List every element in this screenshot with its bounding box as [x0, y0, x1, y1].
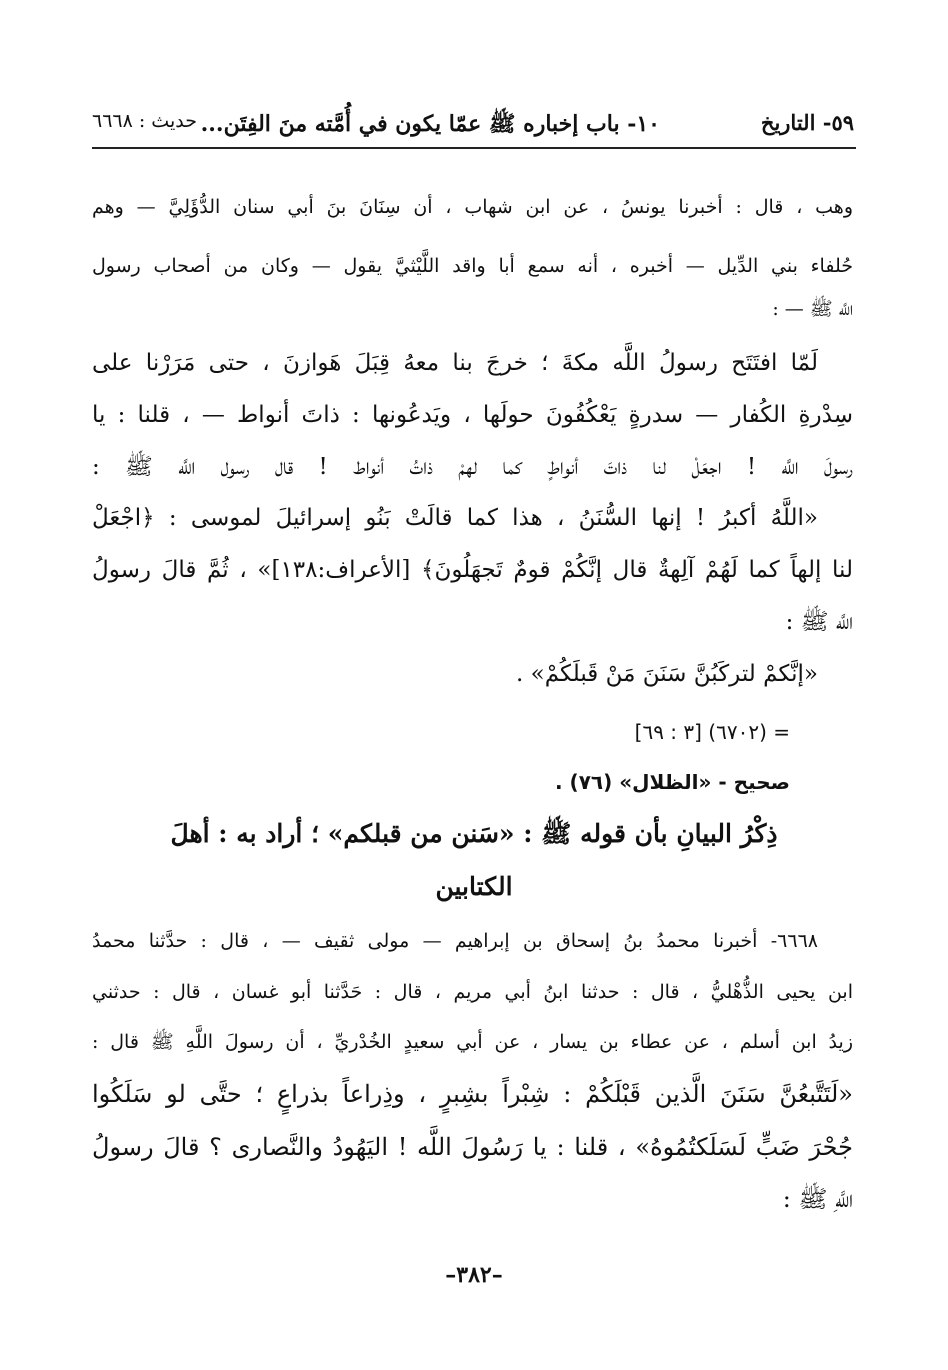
- page-number-value: ٣٨٢: [456, 1262, 492, 1288]
- chapter-title: ١٠- باب إخباره ﷺ عمّا يكون في أُمَّته منَ الفِتَن...: [200, 111, 660, 137]
- hadith-text-line: اللَّه ﷺ :: [785, 609, 853, 635]
- page-number: –٣٨٢–: [445, 1262, 503, 1288]
- section-heading-line2: الكتابين: [435, 872, 513, 901]
- hadith-text-line: جُحْرَ ضَبٍّ لَسَلَكتُمُوهُ» ، قلنا : يا رَسُولَ اللَّه ! اليَهُودُ والنَّصارى ؟ قالَ رسولُ: [92, 1133, 853, 1161]
- isnad-line: ابن يحيى الذُّهْليُّ ، قال : حدثنا ابنُ أبي مريم ، قال : حَدَّثنا أبو غسان ، قال : حدثني: [92, 981, 853, 1003]
- hadith-number-label: حديث : ٦٦٦٨: [92, 110, 197, 132]
- cross-reference: = (٦٧٠٢) [٣ : ٦٩]: [634, 720, 790, 744]
- authenticity-grade: صحيح - «الظلال» (٧٦) .: [555, 770, 790, 794]
- hadith-text-line: رسولَ اللَّه ! اجعَلْ لنا ذاتَ أنواطٍ كما لهمْ ذاتُ أنواط ! قال رسول اللَّه ﷺ :: [92, 454, 853, 480]
- header-divider: [92, 147, 856, 149]
- hadith-text-line: اللَّهِ ﷺ :: [782, 1185, 853, 1213]
- hadith-text-line: سِدْرةِ الكُفار — سدرةٍ يَعْكُفُونَ حولَها ، ويَدعُونها : ذاتَ أنواط — ، قلنا : يا: [92, 402, 853, 428]
- isnad-line: حُلفاء بني الدِّيل — أخبره ، أنه سمع أبا واقد اللَّيْثيَّ يقول — وكان من أصحاب رسول: [92, 255, 853, 277]
- hadith-text-line: لَمّا افتَتَح رسولُ اللَّه مكةَ ؛ خرجَ بنا معهُ قِبَلَ هَوازنَ ، حتى مَرَرْنا على: [92, 350, 818, 376]
- hadith-text-line: «إنَّكمْ لتركَبُنَّ سَنَنَ مَنْ قَبلَكُمْ» .: [516, 661, 818, 687]
- isnad-line: زيدُ ابن أسلم ، عن عطاء بن يسار ، عن أبي سعيدٍ الخُدْريِّ ، أن رسولَ اللَّهِ ﷺ قال :: [92, 1031, 853, 1053]
- hadith-text-line: «لَتَتَّبعُنَّ سَنَنَ الَّذين قَبْلَكُمْ : شِبْراً بشِبرٍ ، وذِراعاً بذراعٍ ؛ حتَّى لو سَلَكُوا: [92, 1080, 853, 1108]
- section-heading-line1: ذِكْرُ البيانِ بأن قوله ﷺ : «سَنن من قبلكم» ؛ أراد به : أهلَ: [170, 819, 778, 848]
- isnad-line: وهب ، قال : أخبرنا يونسُ ، عن ابن شهاب ، أن سِنَانَ بنَ أبي سنان الدُّؤَلِيَّ — وهم: [92, 196, 853, 218]
- isnad-line: اللَّه ﷺ — :: [772, 298, 853, 320]
- isnad-line: ٦٦٦٨- أخبرنا محمدُ بنُ إسحاق بن إبراهيم — مولى ثقيف — ، قال : حدَّثنا محمدُ: [92, 930, 818, 952]
- hadith-text-line: «اللَّهُ أكبرُ ! إنها السُّنَنُ ، هذا كما قالَتْ بَنُو إسرائيلَ لموسى : ﴿اجْعَلْ: [92, 505, 818, 531]
- running-header: [92, 110, 854, 144]
- book-section-title: ٥٩- التاريخ: [760, 110, 854, 135]
- hadith-text-line: لنا إلهاً كما لَهُمْ آلِهةٌ قال إنَّكُمْ قومٌ تَجهَلُونَ﴾ [الأعراف:١٣٨]» ، ثُمَّ قالَ رسولُ: [92, 557, 854, 583]
